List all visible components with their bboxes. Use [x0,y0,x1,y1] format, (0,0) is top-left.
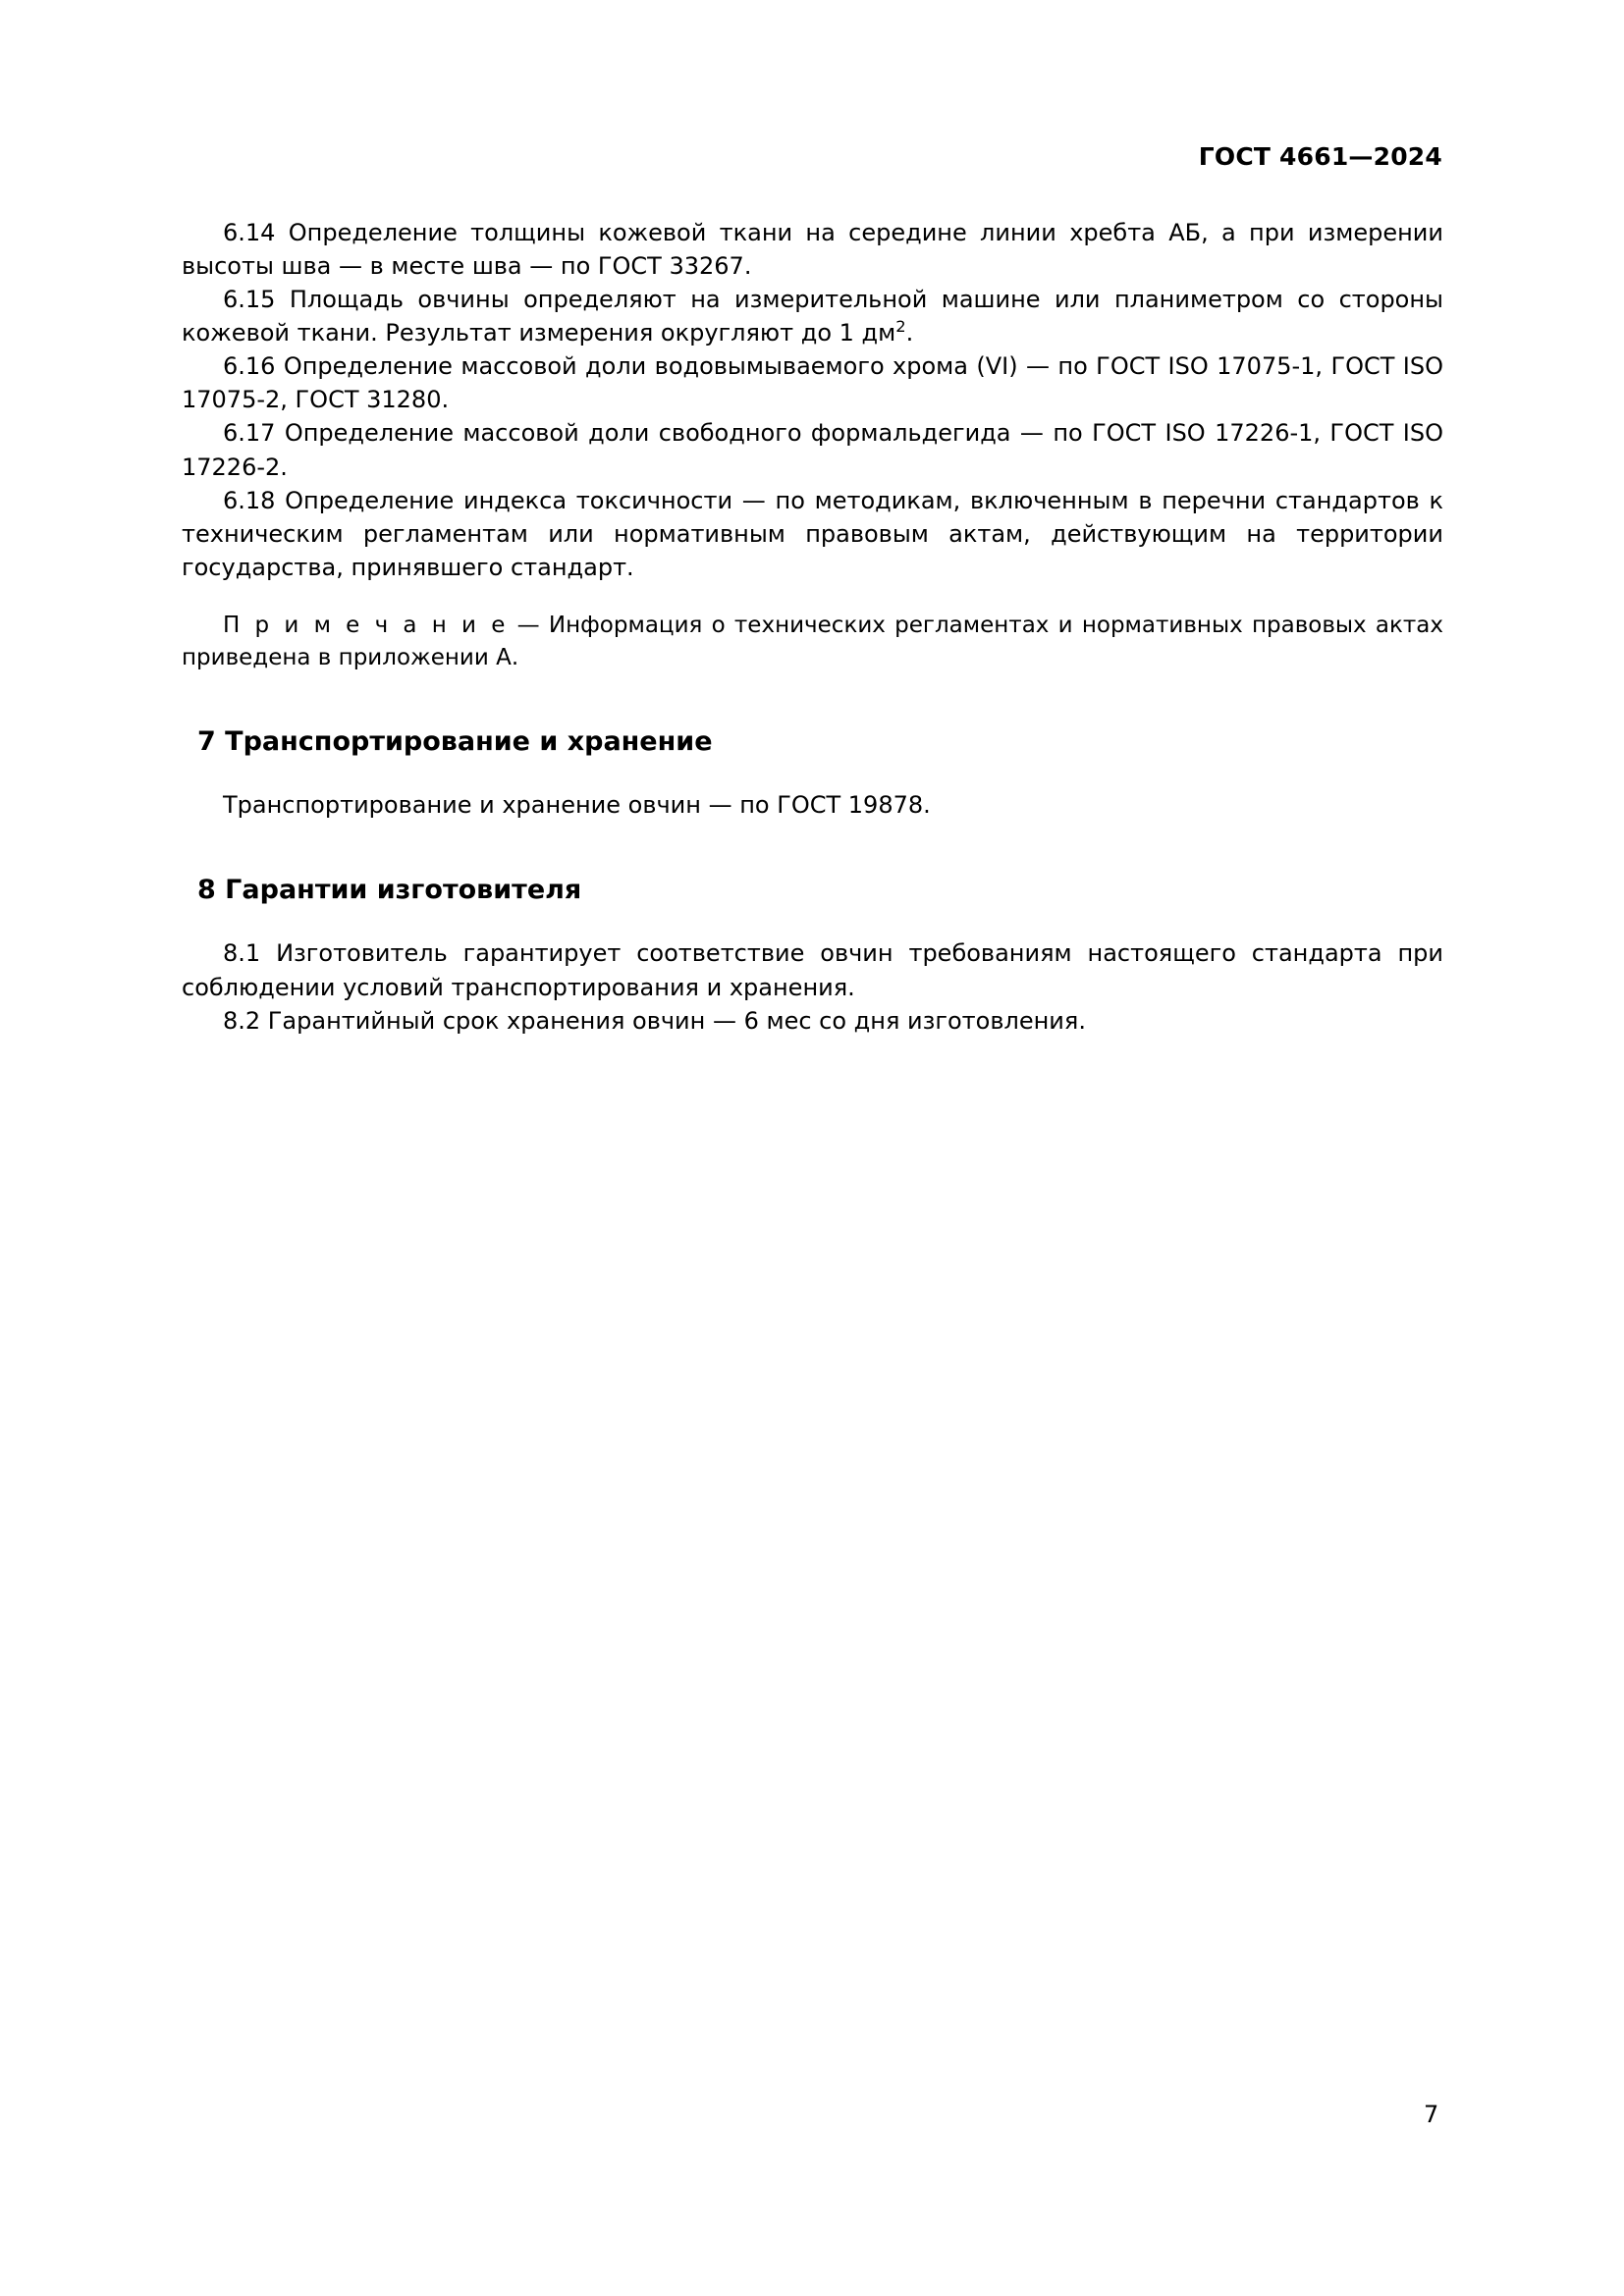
note-block [182,610,1443,673]
page-header-standard-number: ГОСТ 4661—2024 [1198,142,1442,171]
page-number: 7 [1424,2101,1439,2128]
clause-6-16: 6.16 Определение массовой доли водовымываемого хрома (VI) — по ГОСТ ISO 17075-1, ГОСТ ISO 17075-2, ГОСТ 31280. [182,352,1443,414]
clause-8-1: 8.1 Изготовитель гарантирует соответствие овчин требованиям настоящего стандарта при соблюдении условий транспортирования и хранения. [182,939,1443,1001]
clause-6-15-tail: . [905,319,914,347]
clause-8-2: 8.2 Гарантийный срок хранения овчин — 6 мес со дня изготовления. [223,1006,1086,1035]
section-8-heading: 8 Гарантии изготовителя [197,875,582,906]
clause-6-15 [182,283,1443,349]
clause-6-15-text: 6.15 Площадь овчины определяют на измерительной машине или планиметром со стороны кожевой ткани. Результат измерения округляют до 1 дм [182,286,1443,347]
section-8-block [197,873,1443,907]
note-label: П р и м е ч а н и е [223,612,509,638]
clause-6-15-superscript: 2 [895,317,906,337]
clause-6-18: 6.18 Определение индекса токсичности — по методикам, включенным в перечни стандартов к техническим регламентам или нормативным правовым актам, действующим на территории государства, принявшего стандарт. [182,486,1443,581]
clause-6-14: 6.14 Определение толщины кожевой ткани на середине линии хребта АБ, а при измерении высоты шва — в месте шва — по ГОСТ 33267. [182,219,1443,281]
section-7-block [197,724,1443,759]
clause-6-17: 6.17 Определение массовой доли свободного формальдегида — по ГОСТ ISO 17226-1, ГОСТ ISO 17226-2. [182,419,1443,481]
section-7-heading: 7 Транспортирование и хранение [197,726,713,758]
section-7-body: Транспортирование и хранение овчин — по ГОСТ 19878. [223,791,931,820]
note-text: — Информация о технических регламентах и нормативных правовых актах приведена в приложении А. [182,612,1443,670]
page-content [182,216,1443,1038]
